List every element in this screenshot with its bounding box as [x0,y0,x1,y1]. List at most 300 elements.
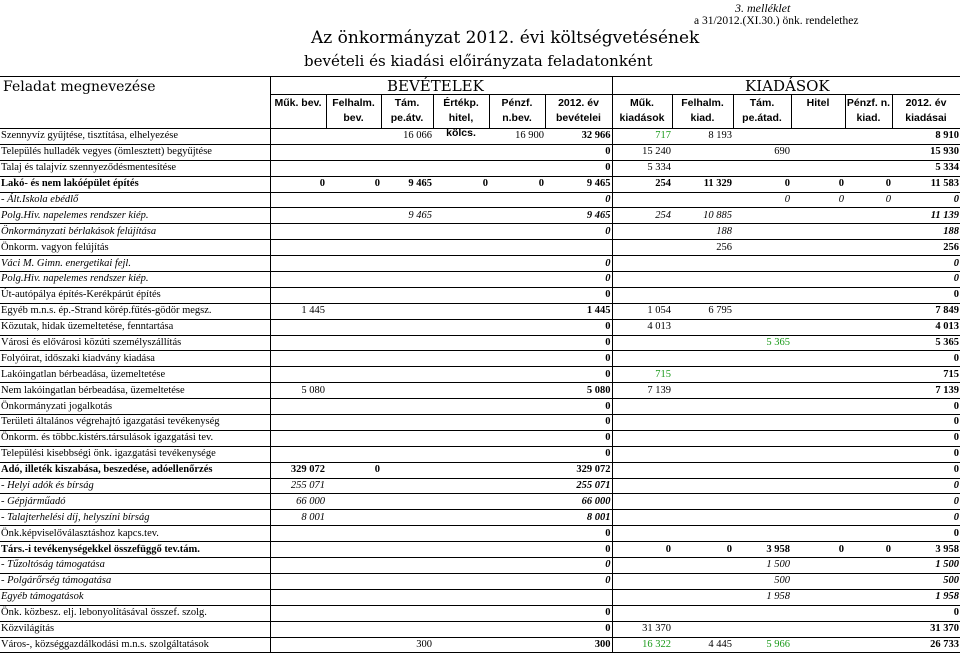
table-cell [733,510,791,526]
table-cell [733,160,791,176]
column-header: Műk. bev. [274,97,322,109]
rule-line [791,94,792,128]
table-cell: 0 [545,351,612,367]
table-cell [326,129,381,144]
table-cell [433,383,489,399]
table-cell [672,287,733,303]
table-cell: 500 [892,573,960,589]
table-cell: 8 001 [270,510,326,526]
table-cell [672,526,733,542]
table-cell [433,287,489,303]
table-cell [326,367,381,383]
table-cell [433,160,489,176]
table-cell [791,208,845,224]
table-cell: 3 958 [733,542,791,558]
table-cell [612,605,672,621]
row-label: Területi általános végrehajtó igazgatási tevékenység [0,415,270,431]
row-label: Önkormányzati bérlakások felújítása [0,224,270,240]
table-cell [381,526,433,542]
table-cell [433,224,489,240]
table-cell: 0 [892,526,960,542]
table-cell: 0 [892,446,960,462]
table-cell [381,542,433,558]
table-cell: 9 465 [381,208,433,224]
table-cell: 0 [672,542,733,558]
table-cell [326,399,381,415]
table-cell [791,573,845,589]
table-cell [791,589,845,605]
table-cell: 0 [545,415,612,431]
table-cell [672,335,733,351]
table-cell [733,494,791,510]
table-cell [672,510,733,526]
table-cell [791,383,845,399]
table-cell [845,319,892,335]
table-cell: 5 080 [270,383,326,399]
rule-line [733,94,734,128]
table-cell: 0 [892,272,960,288]
table-cell: 15 240 [612,144,672,160]
table-cell [672,144,733,160]
table-cell: 188 [892,224,960,240]
table-cell [433,303,489,319]
table-cell [791,144,845,160]
table-cell [381,192,433,208]
table-cell [845,399,892,415]
table-cell [326,351,381,367]
table-cell [433,446,489,462]
row-label: Lakóingatlan bérbeadása, üzemeltetése [0,367,270,383]
table-cell [733,287,791,303]
table-cell: 1 958 [892,589,960,605]
column-header: Felhalm. bev. [332,97,375,124]
table-cell [733,208,791,224]
table-cell [612,478,672,494]
column-header: Műk. kiadások [619,97,665,124]
table-cell [489,462,545,478]
table-cell [381,478,433,494]
table-cell [733,415,791,431]
table-cell [433,256,489,272]
table-cell [381,160,433,176]
table-cell: 10 885 [672,208,733,224]
table-cell: 0 [892,510,960,526]
table-cell: 256 [672,240,733,256]
table-cell [270,287,326,303]
table-cell [733,430,791,446]
table-cell [433,367,489,383]
table-cell: 16 066 [381,129,433,144]
table-cell: 5 334 [892,160,960,176]
table-cell: 0 [545,430,612,446]
table-row [0,605,960,621]
table-cell [733,351,791,367]
table-row [0,129,960,144]
rule-line [270,76,271,128]
table-cell [326,383,381,399]
table-cell [433,526,489,542]
table-cell: 0 [845,542,892,558]
table-cell [612,256,672,272]
row-label: Város-, községgazdálkodási m.n.s. szolgáltatások [0,637,270,653]
table-cell [381,605,433,621]
table-cell [845,367,892,383]
table-cell [733,526,791,542]
table-cell [489,160,545,176]
table-cell [845,335,892,351]
table-cell: 16 900 [489,129,545,144]
table-cell: 1 445 [545,303,612,319]
table-cell: 1 500 [892,558,960,574]
row-label: Váci M. Gimn. energetikai fejl. [0,256,270,272]
rule-line [489,94,490,128]
table-cell: 66 000 [545,494,612,510]
table-cell [326,287,381,303]
table-cell: 7 849 [892,303,960,319]
table-cell [791,351,845,367]
table-cell [326,446,381,462]
table-cell [845,224,892,240]
table-cell [489,446,545,462]
table-cell [381,303,433,319]
table-cell [326,224,381,240]
table-cell: 0 [545,542,612,558]
table-cell: 9 465 [381,176,433,192]
table-cell [326,573,381,589]
table-cell: 0 [270,176,326,192]
table-cell [845,637,892,653]
table-cell [381,367,433,383]
table-cell [733,240,791,256]
table-cell [326,589,381,605]
table-cell [845,287,892,303]
column-header: Hitel [806,97,830,109]
table-cell [326,621,381,637]
table-row [0,176,960,192]
table-cell: 0 [545,367,612,383]
table-cell [326,494,381,510]
table-cell [489,589,545,605]
table-cell [489,144,545,160]
row-label: Közvilágítás [0,621,270,637]
table-cell: 300 [381,637,433,653]
row-label: Önkorm. és többc.kistérs.társulások igazgatási tev. [0,430,270,446]
table-cell: 254 [612,176,672,192]
table-cell: 66 000 [270,494,326,510]
table-cell [270,430,326,446]
row-label: Polg.Hiv. napelemes rendszer kiép. [0,208,270,224]
table-cell [791,129,845,144]
table-cell [326,637,381,653]
table-cell [791,272,845,288]
rule-line [545,94,546,128]
table-cell [672,430,733,446]
table-row [0,589,960,605]
table-cell [612,351,672,367]
row-label: Önkorm. vagyon felújítás [0,240,270,256]
table-row [0,240,960,256]
rule-line [433,94,434,128]
table-cell: 16 322 [612,637,672,653]
table-cell [381,287,433,303]
table-row [0,160,960,176]
table-cell [489,558,545,574]
table-cell: 8 001 [545,510,612,526]
table-cell: 0 [326,176,381,192]
row-label: Települési kisebbségi önk. igazgatási tevékenysége [0,446,270,462]
table-cell [433,240,489,256]
table-cell [612,335,672,351]
table-cell [733,605,791,621]
table-cell [791,224,845,240]
table-cell: 5 966 [733,637,791,653]
table-cell [270,160,326,176]
table-cell: 188 [672,224,733,240]
table-cell [433,589,489,605]
table-row [0,430,960,446]
table-cell [270,335,326,351]
table-cell [489,510,545,526]
table-cell [381,240,433,256]
table-cell [672,351,733,367]
table-cell [433,192,489,208]
table-cell [672,558,733,574]
table-cell [845,446,892,462]
table-cell: 255 071 [545,478,612,494]
table-cell [612,224,672,240]
table-cell [433,478,489,494]
table-cell [381,256,433,272]
table-cell [381,144,433,160]
table-cell [545,589,612,605]
page-title: Az önkormányzat 2012. évi költségvetésének [311,28,700,48]
table-cell [326,430,381,446]
table-cell [489,430,545,446]
row-label: Település hulladék vegyes (ömlesztett) begyűjtése [0,144,270,160]
table-cell [326,208,381,224]
table-cell [270,621,326,637]
table-cell [270,256,326,272]
table-cell [612,240,672,256]
table-cell: 0 [892,494,960,510]
table-cell: 329 072 [545,462,612,478]
table-cell [733,478,791,494]
table-cell [270,240,326,256]
table-row [0,494,960,510]
table-cell [433,621,489,637]
table-row [0,621,960,637]
table-cell: 0 [545,144,612,160]
table-cell [381,510,433,526]
table-row [0,303,960,319]
table-cell: 0 [892,415,960,431]
table-cell [489,526,545,542]
table-cell [381,589,433,605]
table-cell [845,510,892,526]
table-cell [381,224,433,240]
table-cell: 0 [892,287,960,303]
table-row [0,415,960,431]
table-cell [845,129,892,144]
table-cell [845,240,892,256]
table-cell: 0 [545,256,612,272]
table-cell [733,383,791,399]
table-cell [612,446,672,462]
table-cell [270,319,326,335]
table-cell [489,208,545,224]
table-cell [845,351,892,367]
table-cell [433,430,489,446]
rule-line [672,94,673,128]
column-header: Felhalm. kiad. [681,97,724,124]
table-cell [733,303,791,319]
table-cell [845,558,892,574]
table-cell [672,367,733,383]
table-cell [326,415,381,431]
table-cell [672,399,733,415]
row-label: Folyóirat, időszaki kiadvány kiadása [0,351,270,367]
table-cell [672,573,733,589]
rule-line [612,76,613,128]
table-cell [791,335,845,351]
table-cell [612,430,672,446]
table-cell: 4 445 [672,637,733,653]
row-label: Önk. közbesz. elj. lebonyolításával összef. szolg. [0,605,270,621]
table-cell [791,240,845,256]
table-cell [791,399,845,415]
table-cell [326,240,381,256]
table-cell: 0 [545,160,612,176]
table-cell [612,287,672,303]
table-cell: 0 [326,462,381,478]
table-cell: 0 [791,542,845,558]
table-cell [270,224,326,240]
row-label: - Ált.Iskola ebédlő [0,192,270,208]
table-cell [791,526,845,542]
table-cell [733,319,791,335]
table-cell: 5 080 [545,383,612,399]
table-cell: 0 [892,256,960,272]
table-cell [270,192,326,208]
table-row [0,208,960,224]
table-cell: 0 [489,176,545,192]
table-cell [489,542,545,558]
table-cell: 8 910 [892,129,960,144]
table-cell: 31 370 [612,621,672,637]
table-cell: 0 [545,319,612,335]
table-cell [791,558,845,574]
table-cell [791,319,845,335]
column-header: 2012. év kiadásai [905,97,947,124]
table-cell [381,446,433,462]
table-cell [433,637,489,653]
table-cell [612,192,672,208]
table-cell [326,558,381,574]
table-cell: 0 [433,176,489,192]
table-cell [845,272,892,288]
table-cell: 255 071 [270,478,326,494]
table-cell [733,446,791,462]
page-subtitle: bevételi és kiadási előirányzata feladatonként [304,52,653,70]
table-cell [326,160,381,176]
table-cell: 11 583 [892,176,960,192]
table-cell [845,573,892,589]
table-cell [489,224,545,240]
table-cell [672,415,733,431]
table-cell [845,621,892,637]
rule-line [381,94,382,128]
table-cell [381,494,433,510]
table-cell: 32 966 [545,129,612,144]
table-cell: 1 500 [733,558,791,574]
table-cell [733,399,791,415]
table-cell: 0 [845,176,892,192]
table-cell: 715 [892,367,960,383]
table-cell: 0 [733,192,791,208]
table-cell: 0 [545,573,612,589]
table-row [0,287,960,303]
table-cell [489,573,545,589]
table-row [0,510,960,526]
table-cell [672,192,733,208]
table-cell: 8 193 [672,129,733,144]
table-cell [672,605,733,621]
table-row [0,351,960,367]
row-label: - Tűzoltóság támogatása [0,558,270,574]
table-cell [612,399,672,415]
table-cell [270,526,326,542]
table-cell [612,415,672,431]
table-cell [270,351,326,367]
table-cell [270,589,326,605]
row-label: Önk.képviselőválasztáshoz kapcs.tev. [0,526,270,542]
rule-line [0,76,960,77]
table-cell [672,383,733,399]
table-cell [672,589,733,605]
row-label: - Helyi adók és bírság [0,478,270,494]
table-cell [270,573,326,589]
table-cell [489,637,545,653]
table-cell [270,637,326,653]
row-label: Nem lakóingatlan bérbeadása, üzemeltetése [0,383,270,399]
table-cell: 1 958 [733,589,791,605]
table-cell [612,573,672,589]
table-cell: 0 [545,446,612,462]
table-row [0,335,960,351]
table-cell [672,494,733,510]
table-cell [433,129,489,144]
table-cell: 0 [892,478,960,494]
table-cell [326,335,381,351]
table-cell [791,446,845,462]
table-row [0,542,960,558]
table-cell [489,303,545,319]
table-cell [433,605,489,621]
table-cell: 329 072 [270,462,326,478]
row-label: Társ.-i tevékenységekkel összefüggő tev.tám. [0,542,270,558]
table-cell: 3 958 [892,542,960,558]
table-cell: 0 [545,621,612,637]
table-cell [845,160,892,176]
column-header: Tám. pe.átad. [742,97,782,124]
table-cell: 0 [545,272,612,288]
rule-line [326,94,327,128]
table-cell: 300 [545,637,612,653]
table-cell [270,415,326,431]
table-cell [381,558,433,574]
table-cell [845,415,892,431]
table-cell [433,351,489,367]
